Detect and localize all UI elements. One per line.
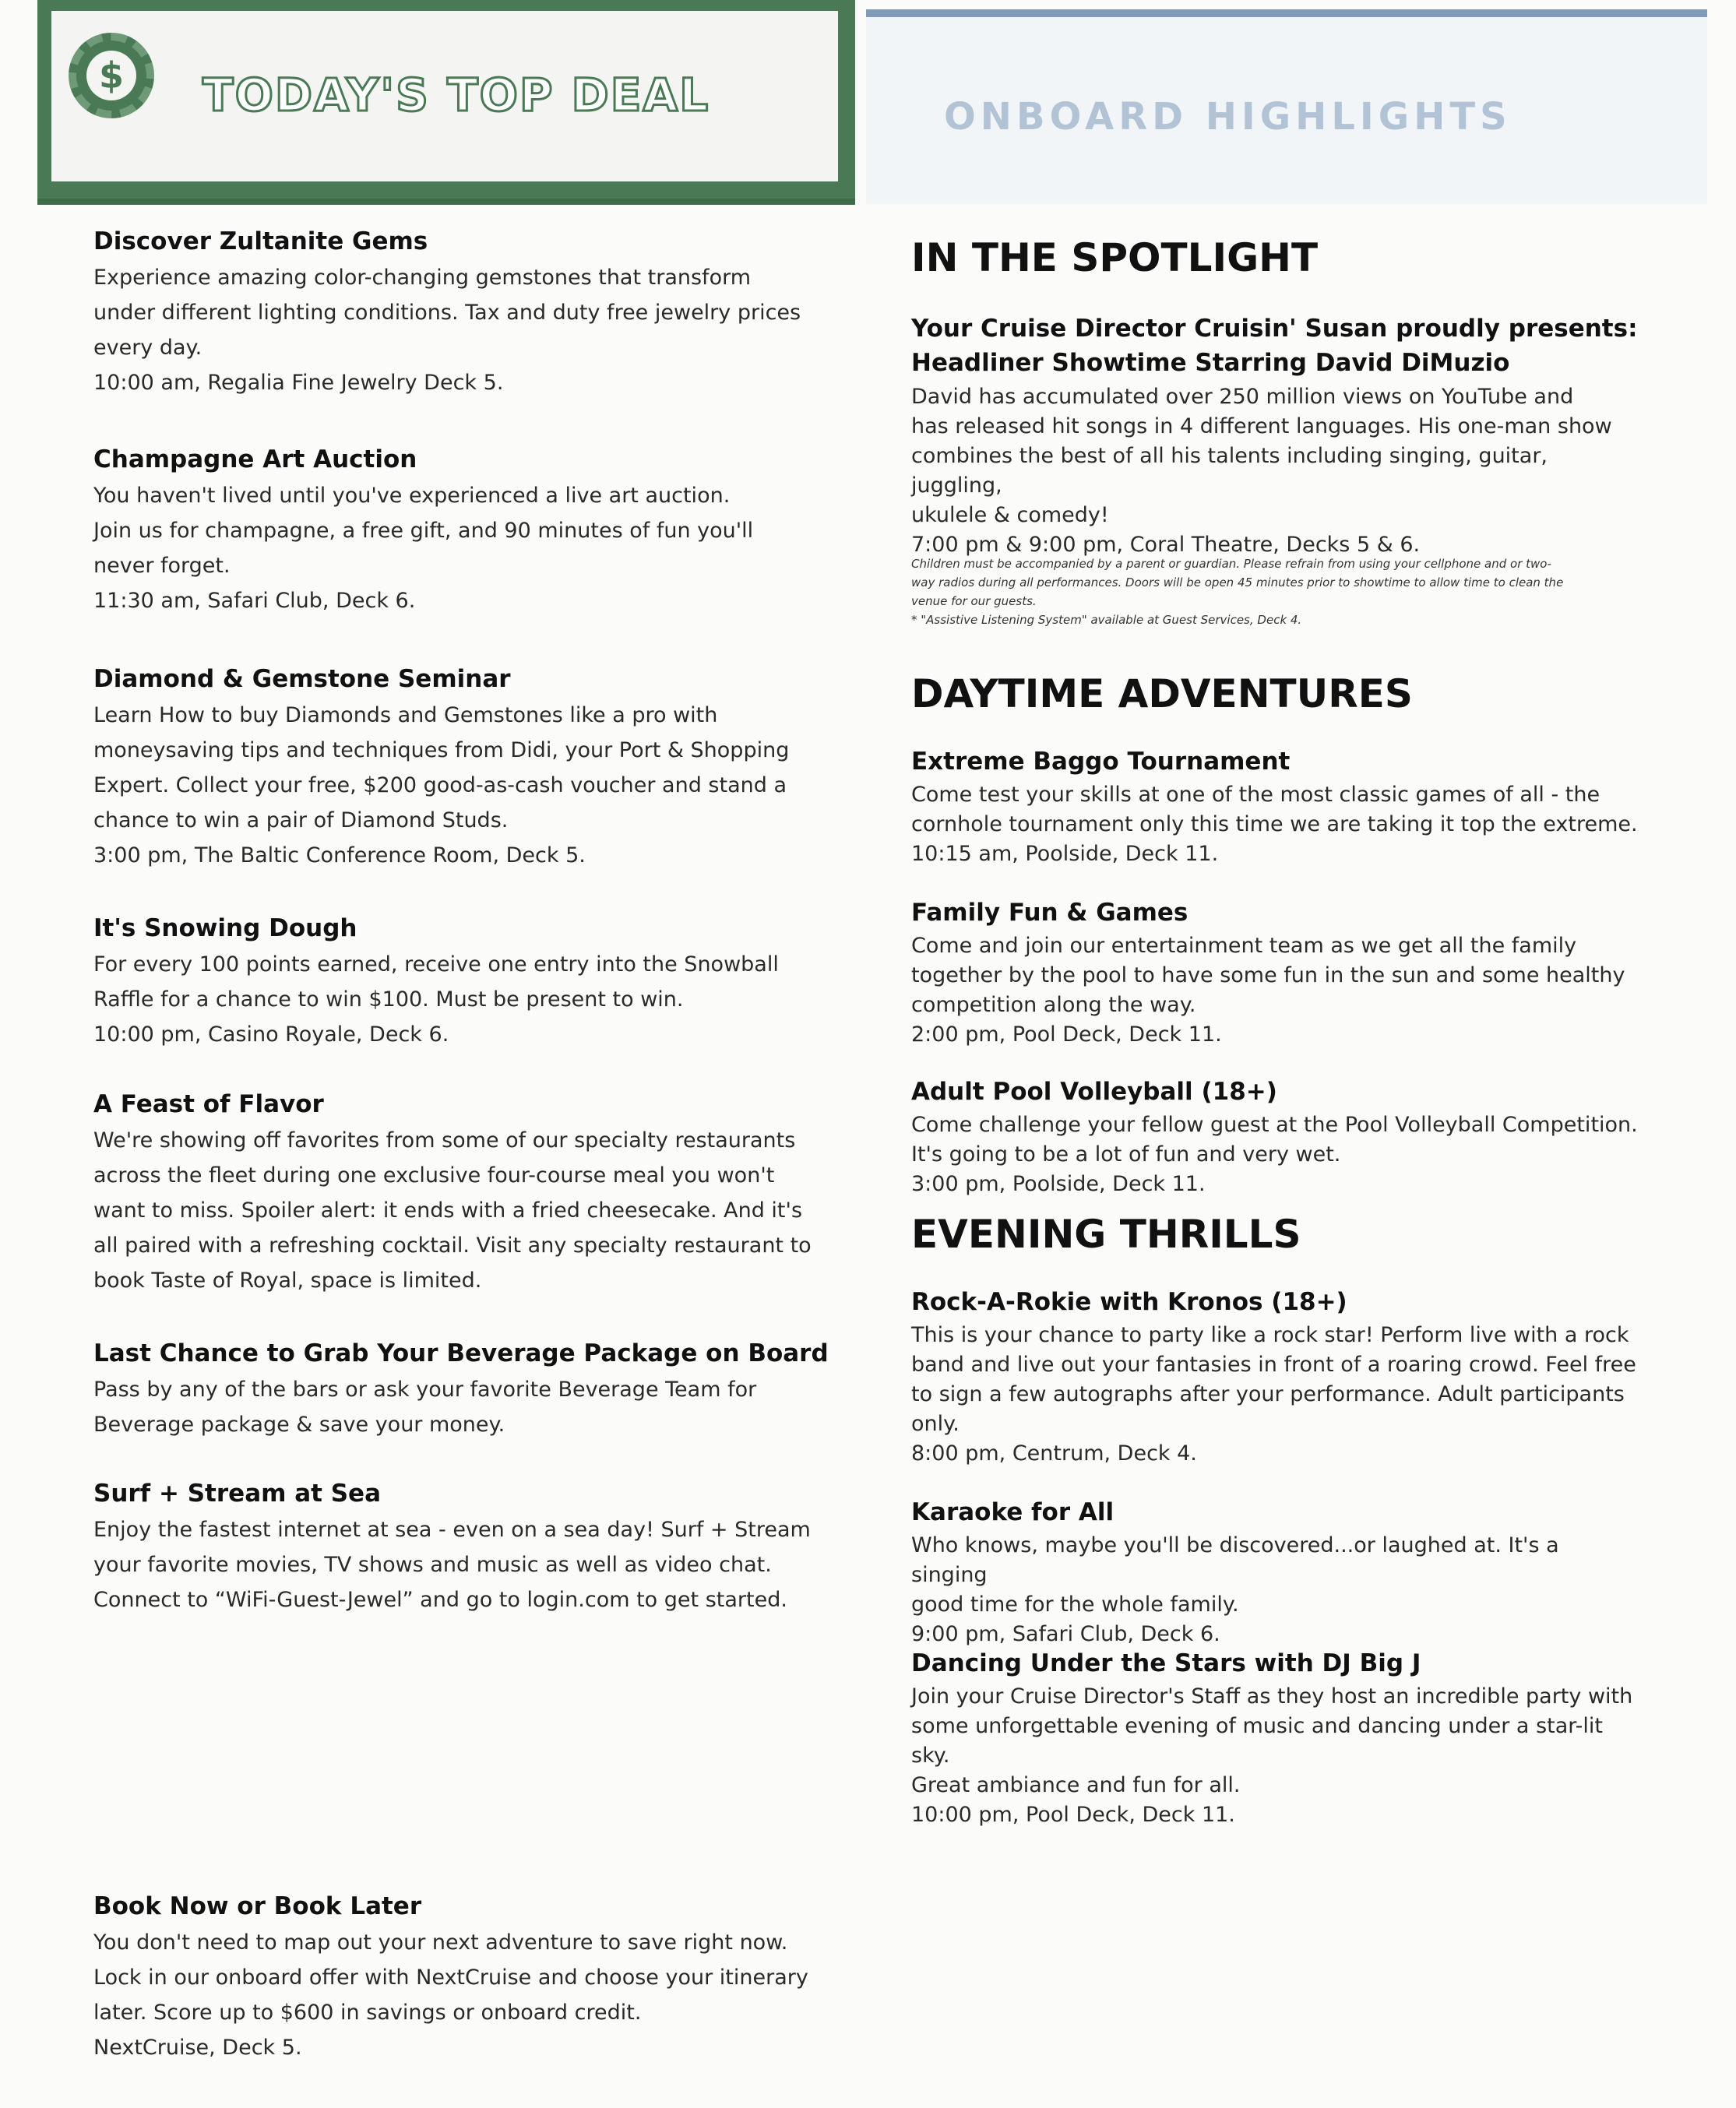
deal-line: You haven't lived until you've experienced a live art auction. [93, 484, 731, 509]
evening-line: some unforgettable evening of music and dancing under a star-lit sky. [911, 1714, 1603, 1768]
deal-line: want to miss. Spoiler alert: it ends with a fried cheesecake. And it's [93, 1198, 803, 1223]
deal-line: moneysaving tips and techniques from Didi, your Port & Shopping [93, 738, 790, 763]
evening-line: only. [911, 1412, 960, 1437]
evening-item [911, 1286, 1639, 1469]
deal-item [93, 1478, 841, 1617]
daytime-title: Family Fun & Games [911, 899, 1188, 927]
evening-item [911, 1497, 1639, 1649]
deal-line: chance to win a pair of Diamond Studs. [93, 808, 509, 833]
spotlight-title: Your Cruise Director Cruisin' Susan proudly presents: [911, 315, 1638, 343]
deal-title: Discover Zultanite Gems [93, 227, 428, 255]
deal-item [93, 1891, 841, 2065]
deal-title: Last Chance to Grab Your Beverage Package on Board [93, 1339, 829, 1367]
deal-line: Raffle for a chance to win $100. Must be present to win. [93, 987, 684, 1012]
deal-line: under different lighting conditions. Tax and duty free jewelry prices [93, 301, 801, 326]
deal-line: book Taste of Royal, space is limited. [93, 1269, 482, 1293]
daytime-line: It's going to be a lot of fun and very wet. [911, 1142, 1341, 1167]
evening-when: 9:00 pm, Safari Club, Deck 6. [911, 1622, 1220, 1647]
deal-item [93, 913, 841, 1052]
deal-line: Experience amazing color-changing gemstones that transform [93, 266, 752, 290]
evening-line: Who knows, maybe you'll be discovered...or laughed at. It's a singing [911, 1533, 1559, 1588]
deal-item [93, 663, 841, 873]
deal-line: Enjoy the fastest internet at sea - even on a sea day! Surf + Stream [93, 1518, 811, 1543]
evening-heading: EVENING THRILLS [911, 1212, 1301, 1257]
evening-when: 8:00 pm, Centrum, Deck 4. [911, 1441, 1197, 1466]
daytime-when: 3:00 pm, Poolside, Deck 11. [911, 1172, 1206, 1197]
evening-line: to sign a few autographs after your performance. Adult participants [911, 1382, 1625, 1407]
spotlight-line: combines the best of all his talents including singing, guitar, juggling, [911, 443, 1548, 498]
daytime-line: Come challenge your fellow guest at the Pool Volleyball Competition. [911, 1113, 1638, 1138]
fine-print-line: Children must be accompanied by a parent or guardian. Please refrain from using your cellphone and or two- [911, 557, 1551, 571]
evening-line: band and live out your fantasies in front of a roaring crowd. Feel free [911, 1353, 1636, 1378]
daytime-item [911, 897, 1639, 1050]
spotlight-item [911, 313, 1639, 560]
evening-item [911, 1648, 1639, 1830]
deal-line: You don't need to map out your next adventure to save right now. [93, 1930, 788, 1955]
highlights-title: ONBOARD HIGHLIGHTS [944, 95, 1512, 139]
deal-title: Book Now or Book Later [93, 1892, 422, 1920]
deal-line: Lock in our onboard offer with NextCruise and choose your itinerary [93, 1965, 808, 1990]
deal-when: 3:00 pm, The Baltic Conference Room, Deck 5. [93, 843, 586, 868]
deal-line: For every 100 points earned, receive one entry into the Snowball [93, 952, 779, 977]
spotlight-line: ukulele & comedy! [911, 502, 1109, 527]
daytime-heading: DAYTIME ADVENTURES [911, 671, 1413, 716]
daytime-line: Come test your skills at one of the most classic games of all - the [911, 783, 1600, 808]
deal-item [93, 444, 841, 618]
deal-when: 10:00 pm, Casino Royale, Deck 6. [93, 1022, 449, 1047]
daytime-title: Extreme Baggo Tournament [911, 748, 1291, 776]
top-deal-title: TODAY'S TOP DEAL [202, 69, 710, 121]
daytime-line: competition along the way. [911, 993, 1196, 1018]
evening-title: Karaoke for All [911, 1498, 1114, 1526]
evening-title: Dancing Under the Stars with DJ Big J [911, 1649, 1421, 1677]
daytime-item [911, 746, 1639, 869]
deal-line: Join us for champagne, a free gift, and 90 minutes of fun you'll [93, 519, 754, 544]
deal-line: your favorite movies, TV shows and music as well as video chat. [93, 1553, 772, 1578]
evening-line: Join your Cruise Director's Staff as they host an incredible party with [911, 1684, 1633, 1709]
deal-line: all paired with a refreshing cocktail. Visit any specialty restaurant to [93, 1233, 812, 1258]
deal-item [93, 1338, 841, 1442]
dollar-sign: $ [86, 51, 136, 100]
fine-print-line: * "Assistive Listening System" available at Guest Services, Deck 4. [911, 613, 1302, 627]
deal-line: Pass by any of the bars or ask your favorite Beverage Team for [93, 1378, 757, 1402]
deal-when: 10:00 am, Regalia Fine Jewelry Deck 5. [93, 371, 504, 396]
spotlight-fine-print [911, 554, 1651, 629]
daytime-title: Adult Pool Volleyball (18+) [911, 1078, 1277, 1106]
spotlight-title: Headliner Showtime Starring David DiMuzio [911, 349, 1510, 378]
deal-title: A Feast of Flavor [93, 1090, 324, 1118]
daytime-line: cornhole tournament only this time we are taking it top the extreme. [911, 812, 1638, 837]
spotlight-when: 7:00 pm & 9:00 pm, Coral Theatre, Decks 5 & 6. [911, 532, 1421, 557]
fine-print-line: way radios during all performances. Doors will be open 45 minutes prior to showtime to allow time to clean the [911, 575, 1564, 589]
evening-line: Great ambiance and fun for all. [911, 1773, 1241, 1798]
deal-line: Expert. Collect your free, $200 good-as-cash voucher and stand a [93, 773, 787, 798]
fine-print-line: venue for our guests. [911, 594, 1037, 608]
spotlight-heading: IN THE SPOTLIGHT [911, 235, 1319, 280]
deal-line: Connect to “WiFi-Guest-Jewel” and go to login.com to get started. [93, 1588, 787, 1613]
deal-line: Beverage package & save your money. [93, 1413, 505, 1438]
spotlight-line: David has accumulated over 250 million views on YouTube and [911, 384, 1574, 409]
dollar-coin-icon [69, 33, 154, 118]
deal-line: never forget. [93, 554, 231, 579]
highlights-banner [866, 9, 1707, 204]
deal-when: 11:30 am, Safari Club, Deck 6. [93, 589, 416, 614]
daytime-when: 10:15 am, Poolside, Deck 11. [911, 842, 1219, 867]
deal-title: Surf + Stream at Sea [93, 1480, 382, 1508]
evening-line: This is your chance to party like a rock star! Perform live with a rock [911, 1323, 1629, 1348]
deal-line: Learn How to buy Diamonds and Gemstones like a pro with [93, 703, 718, 728]
daytime-item [911, 1076, 1639, 1199]
deal-title: It's Snowing Dough [93, 914, 357, 942]
evening-when: 10:00 pm, Pool Deck, Deck 11. [911, 1803, 1235, 1828]
evening-line: good time for the whole family. [911, 1592, 1239, 1617]
spotlight-line: has released hit songs in 4 different languages. His one-man show [911, 414, 1612, 438]
daytime-line: Come and join our entertainment team as we get all the family [911, 934, 1577, 959]
daytime-when: 2:00 pm, Pool Deck, Deck 11. [911, 1022, 1222, 1047]
deal-title: Diamond & Gemstone Seminar [93, 665, 511, 693]
deal-when: NextCruise, Deck 5. [93, 2036, 302, 2060]
deal-line: across the fleet during one exclusive four-course meal you won't [93, 1163, 775, 1188]
deal-title: Champagne Art Auction [93, 445, 417, 473]
deal-line: every day. [93, 336, 202, 361]
deal-line: later. Score up to $600 in savings or onboard credit. [93, 2001, 642, 2025]
deal-item [93, 1089, 841, 1298]
deal-line: We're showing off favorites from some of our specialty restaurants [93, 1128, 796, 1153]
daytime-line: together by the pool to have some fun in the sun and some healthy [911, 963, 1625, 988]
evening-title: Rock-A-Rokie with Kronos (18+) [911, 1288, 1347, 1316]
deal-item [93, 226, 841, 400]
